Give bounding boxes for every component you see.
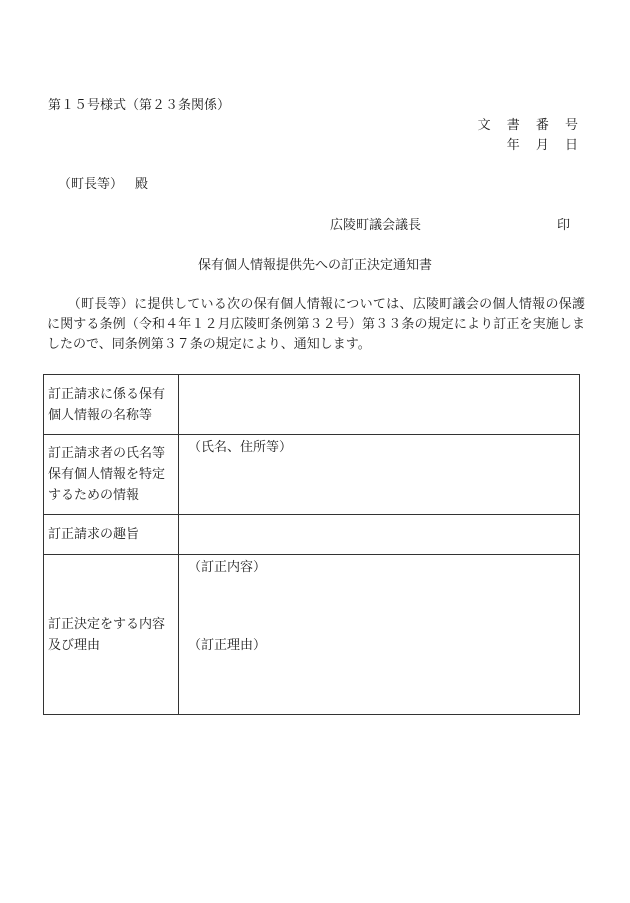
label-line: 訂正請求に係る保有 — [48, 386, 166, 402]
label-line: するための情報 — [48, 488, 140, 503]
body-paragraph: （町長等）に提供している次の保有個人情報については、広陵町議会の個人情報の保護に関する条例（令和４年１２月広陵町条例第３２号）第３３条の規定により訂正を実施しましたので、同条例第３７条の規定により、通知します。 — [47, 297, 585, 352]
form-number: 第１５号様式（第２３条関係） — [48, 98, 231, 113]
row-label-request-purpose — [44, 515, 179, 555]
row-value-decision[interactable] — [179, 555, 580, 715]
table-row — [44, 515, 580, 555]
label-line: 個人情報の名称等 — [48, 407, 153, 423]
document-date-label: 年 月 日 — [506, 138, 584, 153]
value-note: （氏名、住所等） — [188, 440, 293, 455]
value-note-correction-reason: （訂正理由） — [188, 638, 267, 653]
row-value-requester[interactable] — [179, 435, 580, 515]
addressee-name: （町長等） — [58, 177, 124, 192]
row-label-target-info — [44, 375, 179, 435]
notice-table — [43, 374, 580, 715]
sender-name: 広陵町議会議長 — [330, 218, 422, 233]
seal-mark: 印 — [557, 218, 571, 233]
document-number-label: 文 書 番 号 — [477, 118, 584, 133]
label-line: 訂正決定をする内容 — [48, 616, 166, 632]
table-row — [44, 375, 580, 435]
label-line: 訂正請求の趣旨 — [48, 527, 140, 542]
label-line: 訂正請求者の氏名等 — [48, 446, 166, 461]
addressee — [58, 177, 148, 193]
label-line: 保有個人情報を特定 — [48, 467, 166, 482]
row-value-request-purpose[interactable] — [179, 515, 580, 555]
document-title: 保有個人情報提供先への訂正決定通知書 — [197, 258, 432, 273]
row-label-decision — [44, 555, 179, 715]
row-label-requester — [44, 435, 179, 515]
label-line: 及び理由 — [48, 637, 101, 653]
value-note-correction-content: （訂正内容） — [188, 560, 267, 575]
table-row — [44, 555, 580, 715]
table-row — [44, 435, 580, 515]
addressee-honorific: 殿 — [135, 177, 149, 192]
row-value-target-info[interactable] — [179, 375, 580, 435]
